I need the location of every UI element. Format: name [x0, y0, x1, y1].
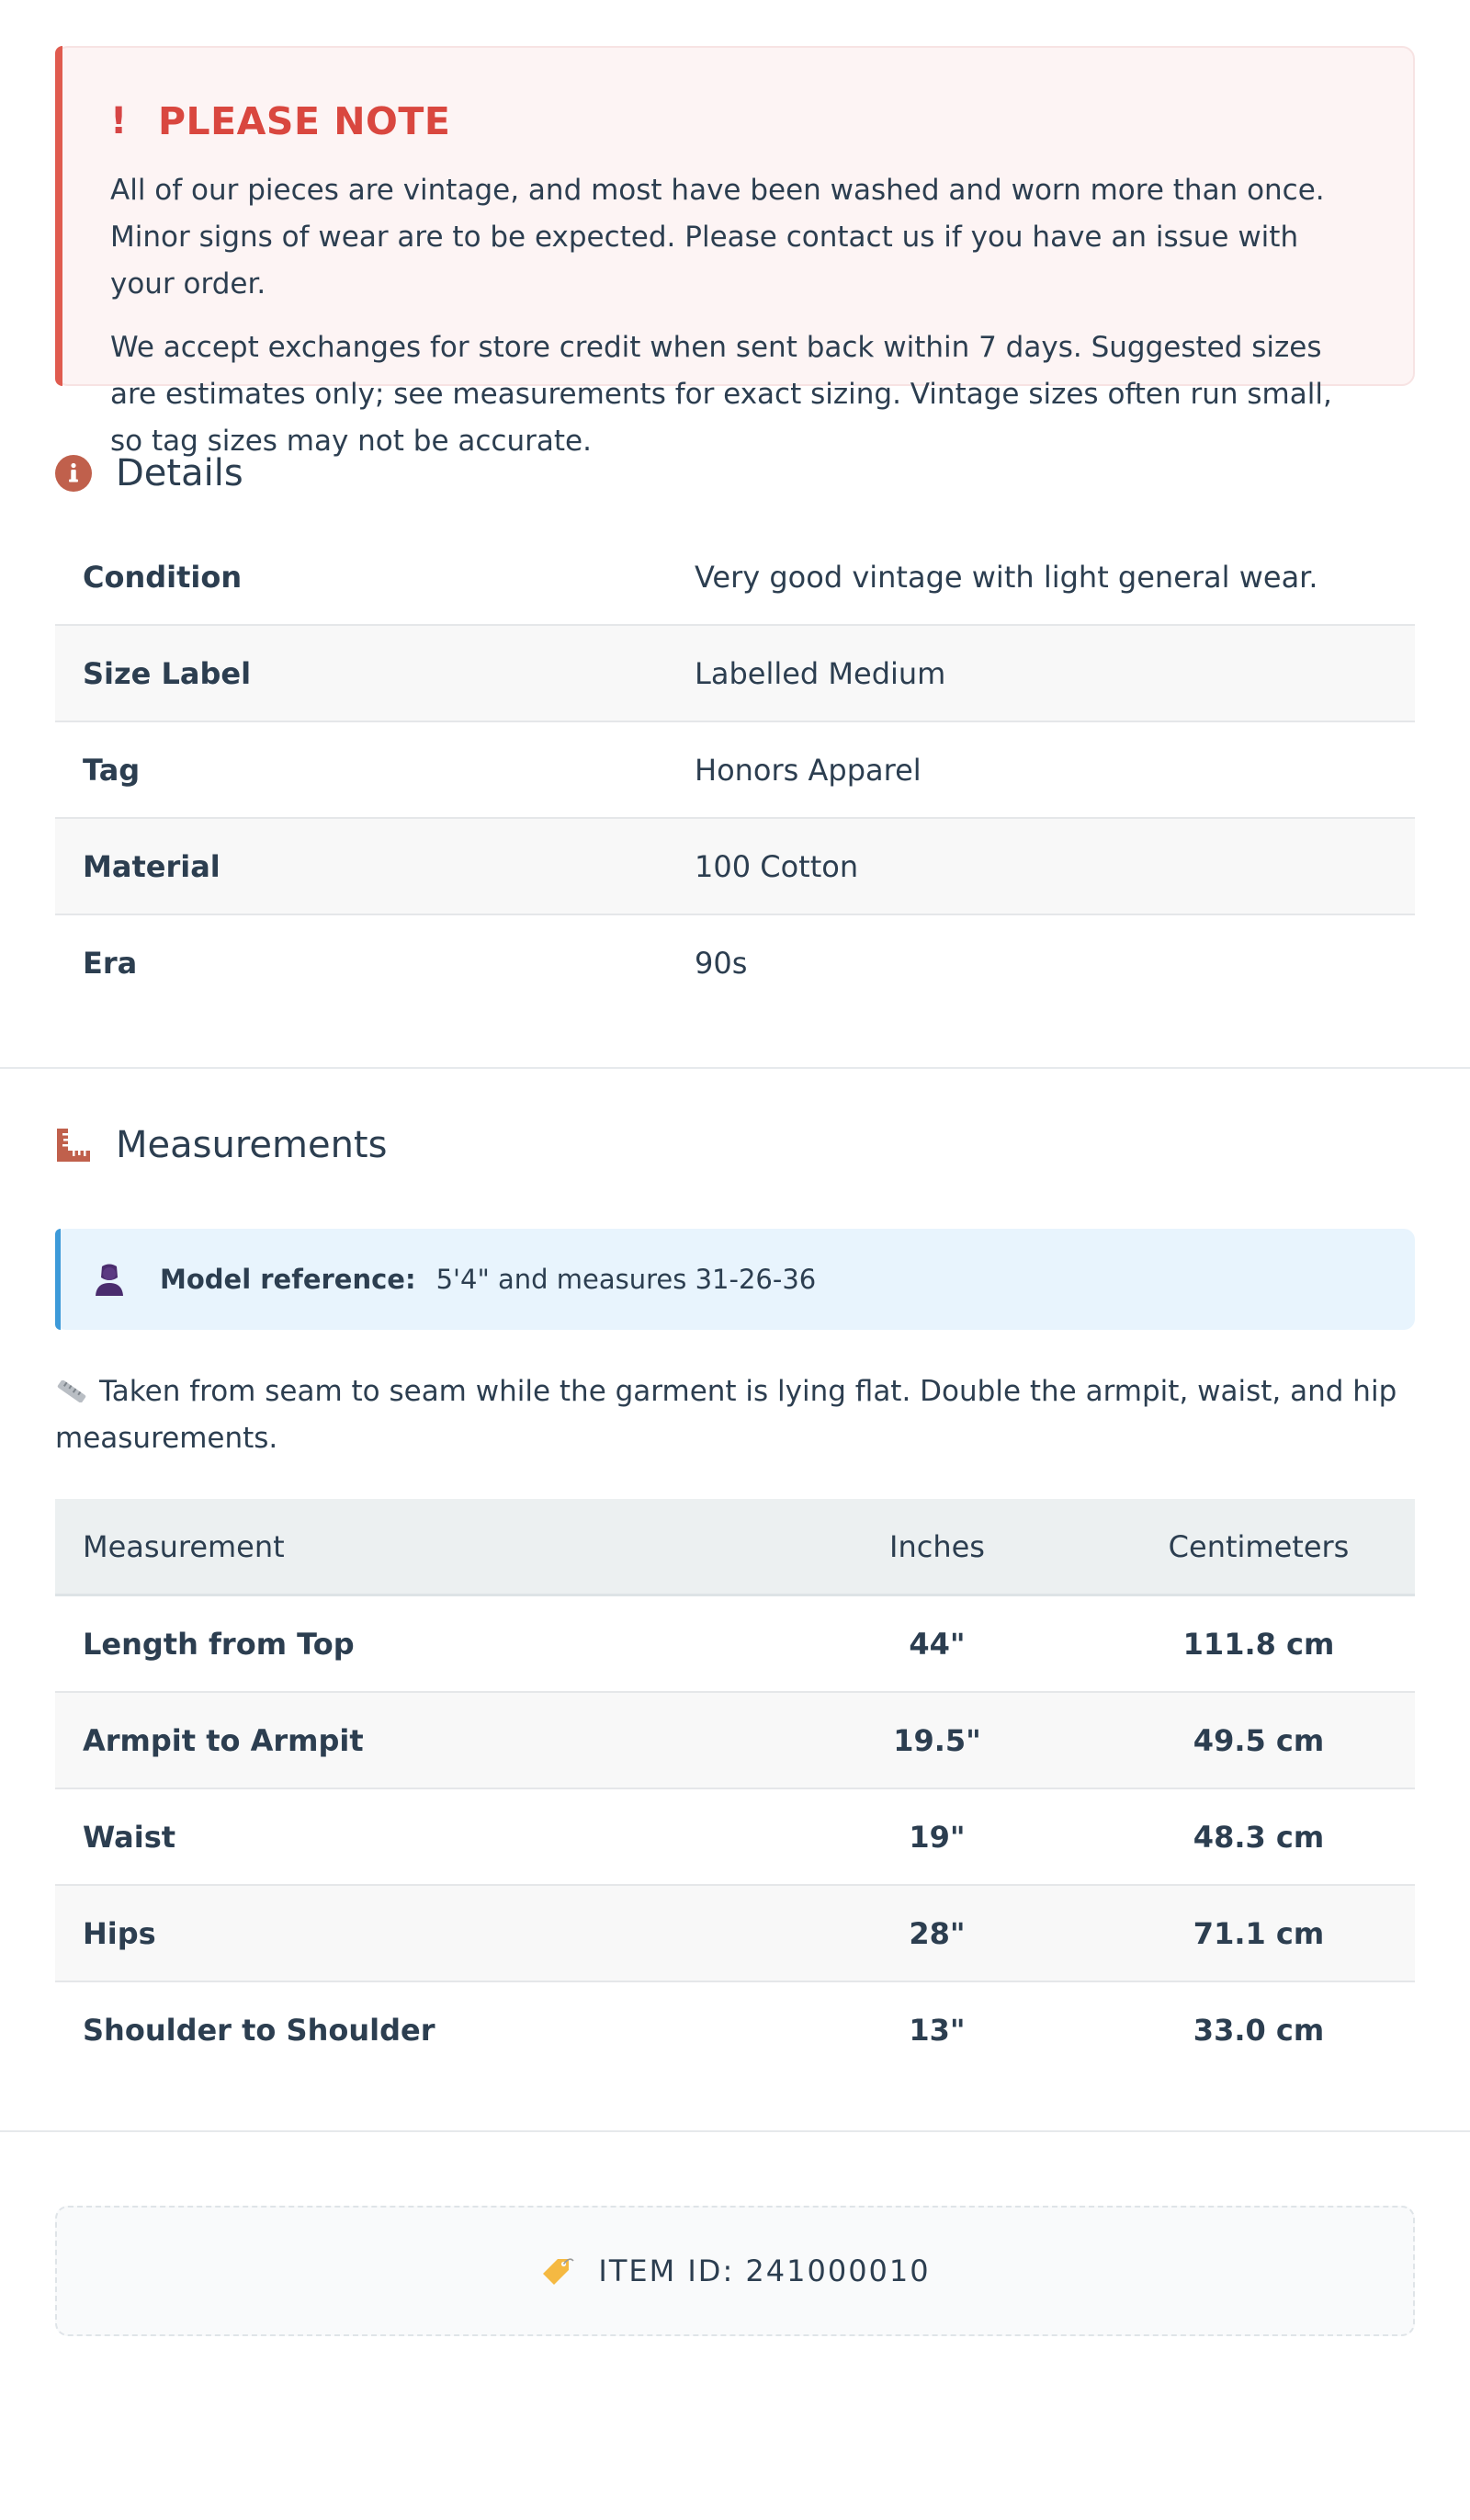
measurement-cm: 49.5 cm [1102, 1692, 1415, 1788]
table-row [55, 1595, 1415, 1693]
measurement-inches: 28" [772, 1885, 1102, 1981]
notice-title: PLEASE NOTE [158, 99, 451, 143]
detail-value: 90s [695, 945, 748, 981]
table-row [55, 914, 1415, 1010]
measurement-name: Waist [55, 1788, 772, 1885]
model-reference-box [55, 1229, 1415, 1330]
details-title: Details [116, 452, 243, 494]
measurement-name: Shoulder to Shoulder [83, 2012, 435, 2048]
item-id-text: ITEM ID: 241000010 [598, 2253, 931, 2288]
detail-label: Condition [55, 529, 667, 625]
measurement-name: Armpit to Armpit [55, 1692, 772, 1788]
item-id-box [55, 2206, 1415, 2336]
table-row [55, 818, 1415, 914]
column-header-centimeters: Centimeters [1102, 1499, 1415, 1595]
table-header-row [55, 1499, 1415, 1595]
measurement-inches: 13" [909, 2012, 966, 2048]
person-icon [94, 1263, 125, 1296]
measurements-header [55, 1124, 1415, 1166]
measurement-inches: 44" [772, 1595, 1102, 1693]
notice-header [110, 99, 1365, 143]
notice-paragraph-1: All of our pieces are vintage, and most have been washed and worn more than once. Minor signs of wear are to be expected. Please contact us if you have an issue with your order. [110, 174, 1325, 301]
measurement-inches: 19.5" [772, 1692, 1102, 1788]
detail-label: Material [55, 818, 667, 914]
table-row [55, 529, 1415, 625]
please-note-box [55, 46, 1415, 458]
measurement-cm: 71.1 cm [1102, 1885, 1415, 1981]
detail-label: Tag [55, 721, 667, 818]
table-row [55, 1981, 1415, 2077]
detail-label: Era [83, 945, 138, 981]
measurement-cm: 33.0 cm [1193, 2012, 1325, 2048]
section-divider [0, 2130, 1470, 2132]
table-row [55, 721, 1415, 818]
measurement-inches: 19" [772, 1788, 1102, 1885]
table-row [55, 1885, 1415, 1981]
model-reference-value: 5'4" and measures 31-26-36 [435, 1264, 817, 1295]
detail-value: 100 Cotton [667, 818, 1415, 914]
measurement-cm: 48.3 cm [1102, 1788, 1415, 1885]
section-divider [0, 1067, 1470, 1069]
measurement-name: Hips [55, 1885, 772, 1981]
column-header-measurement: Measurement [55, 1499, 772, 1595]
table-row [55, 625, 1415, 721]
detail-value: Labelled Medium [667, 625, 1415, 721]
ruler-icon [55, 1380, 88, 1402]
column-header-inches: Inches [772, 1499, 1102, 1595]
measurement-name: Length from Top [55, 1595, 772, 1693]
measurements-table [55, 1499, 1415, 2077]
ruler-combined-icon [55, 1127, 92, 1164]
exclamation-icon: ! [110, 100, 128, 142]
notice-paragraph-2: We accept exchanges for store credit when sent back within 7 days. Suggested sizes are estimates only; see measurements for exact sizing. Vintage sizes often run small, so tag sizes may not be accurate. [110, 331, 1332, 458]
table-row [55, 1692, 1415, 1788]
details-table [55, 529, 1415, 1010]
measurement-cm: 111.8 cm [1102, 1595, 1415, 1693]
table-row [55, 1788, 1415, 1885]
detail-label: Size Label [55, 625, 667, 721]
measurement-tip-text: Taken from seam to seam while the garment is lying flat. Double the armpit, waist, and hip measurements. [55, 1375, 1397, 1455]
model-reference-label: Model reference: [160, 1264, 416, 1295]
measurements-title: Measurements [116, 1124, 388, 1166]
price-tag-icon [539, 2253, 574, 2288]
detail-value: Very good vintage with light general wear. [667, 529, 1415, 625]
info-circle-icon [55, 455, 92, 492]
detail-value: Honors Apparel [667, 721, 1415, 818]
measurement-tip [55, 1368, 1415, 1462]
